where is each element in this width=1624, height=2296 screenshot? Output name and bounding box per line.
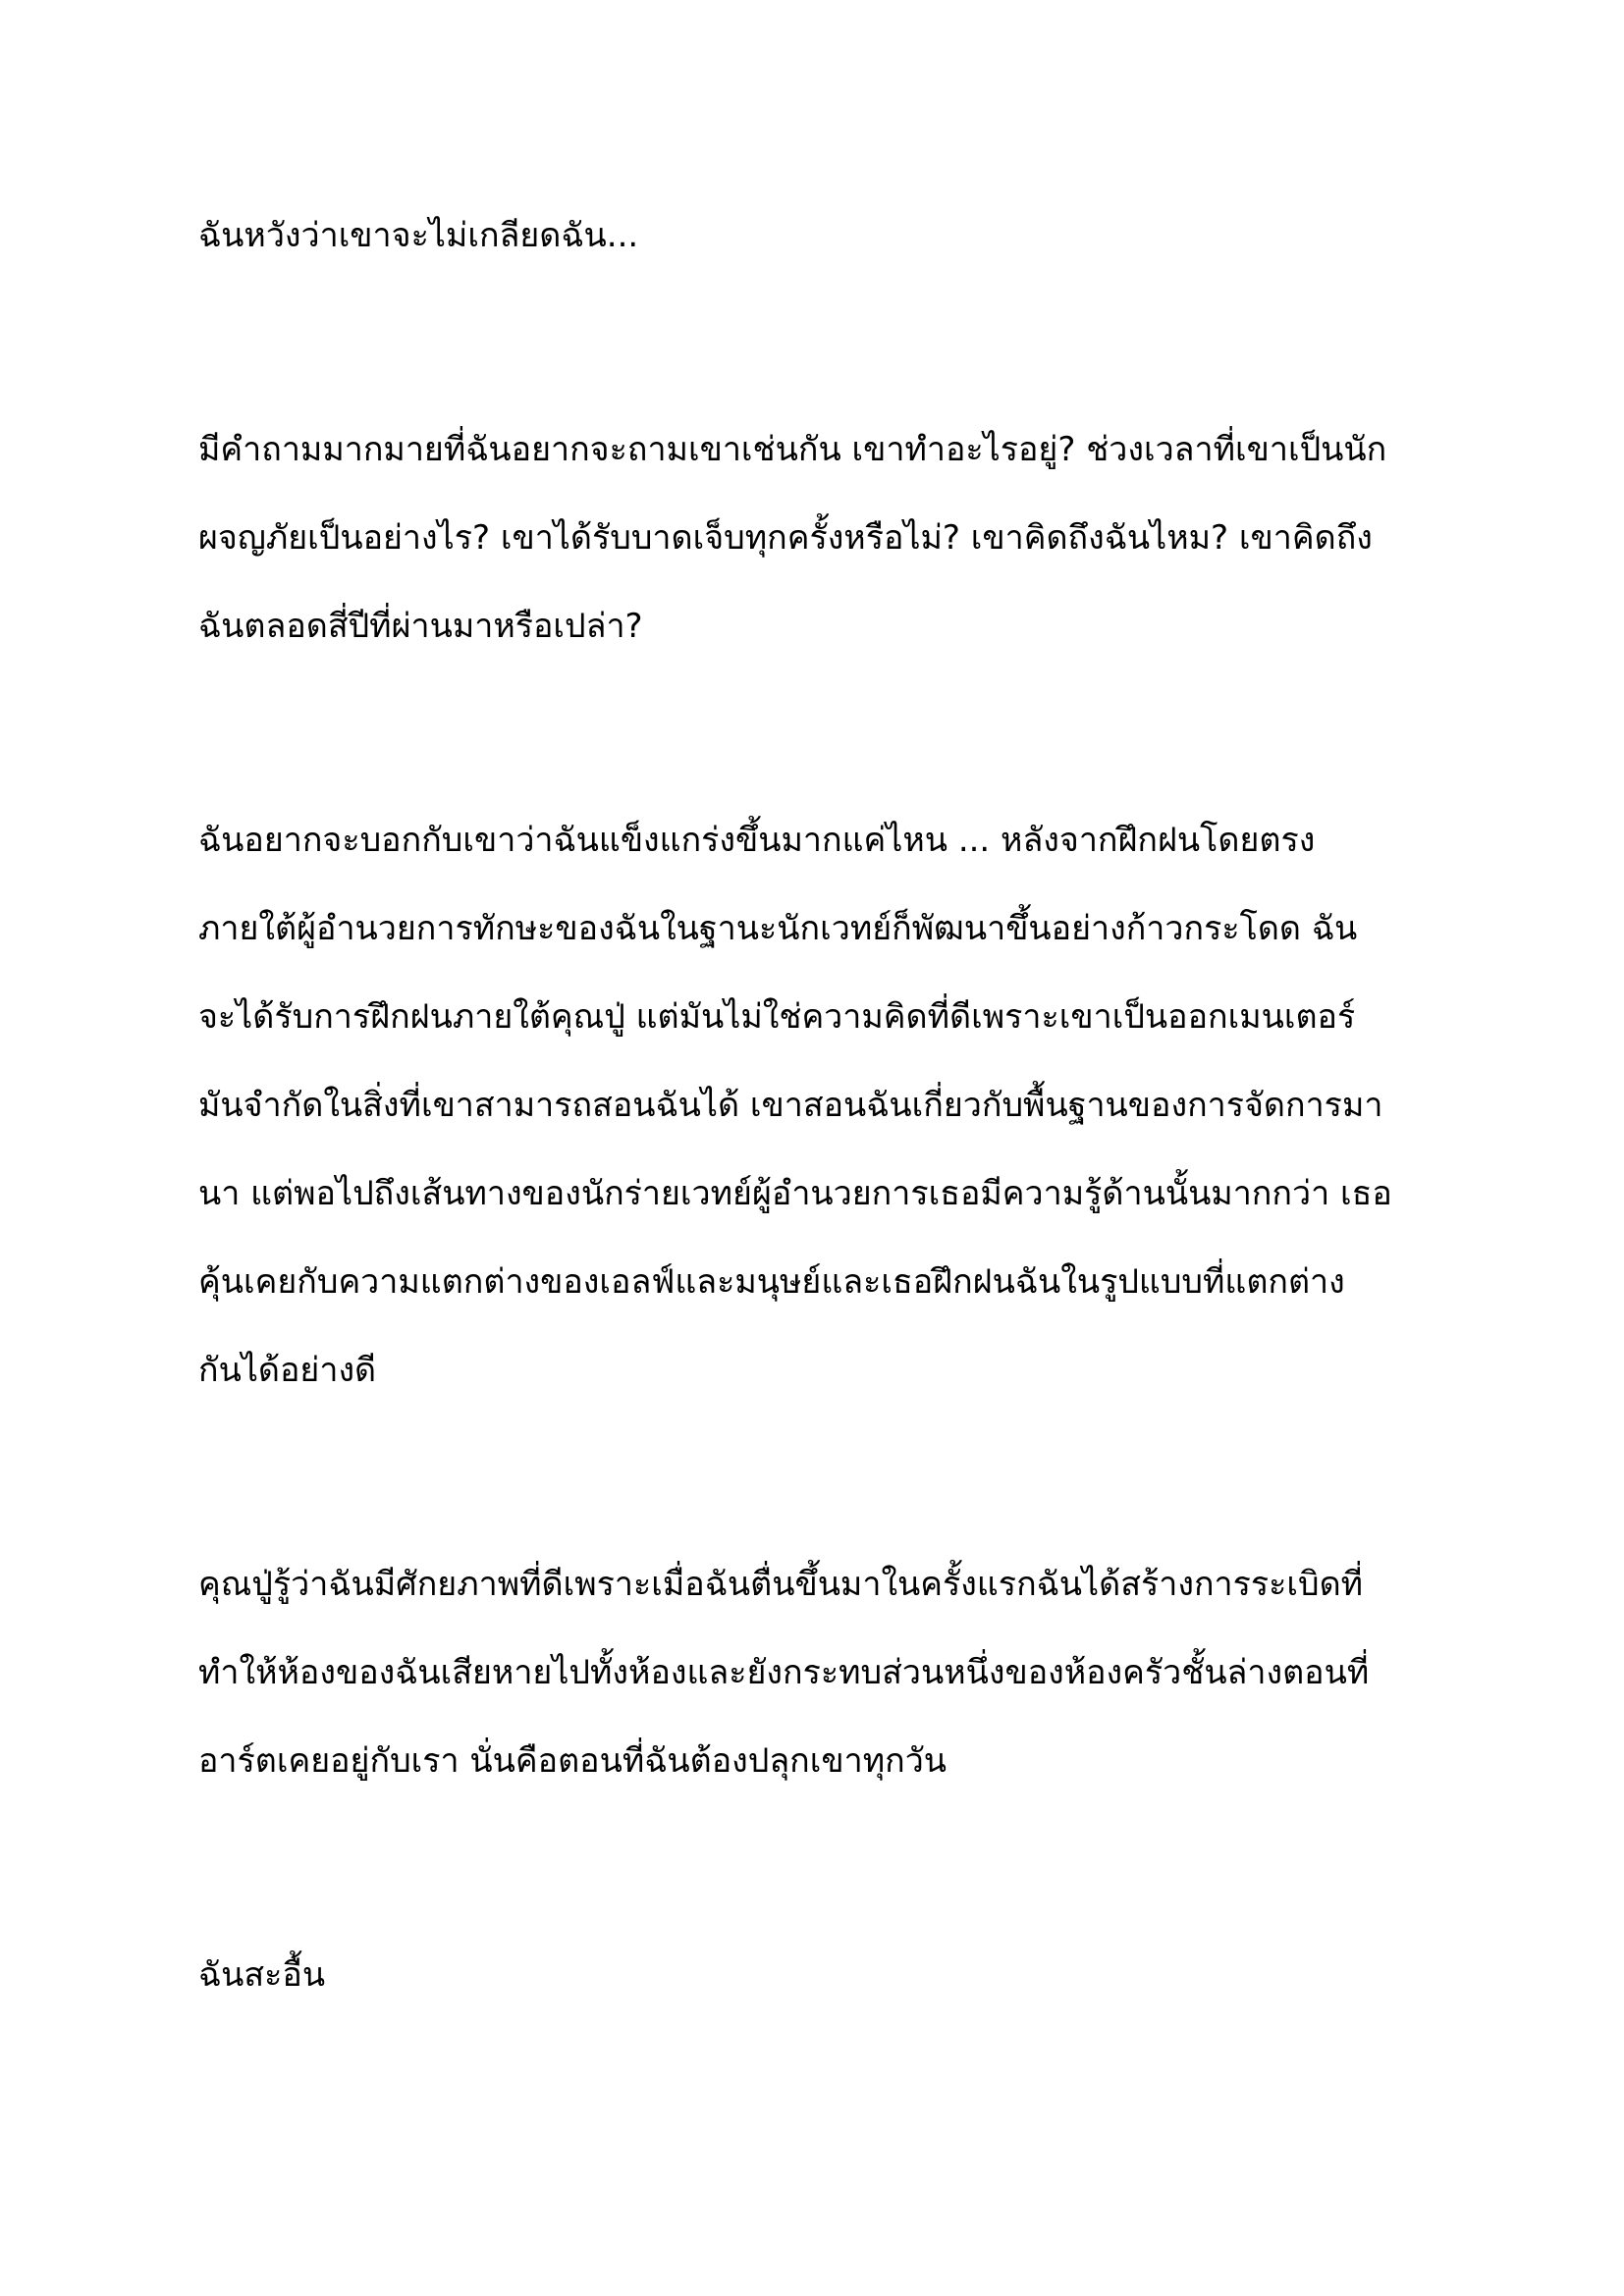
paragraph-3-line-1: ฉันอยากจะบอกกับเขาว่าฉันแข็งแกร่งขึ้นมากแค่ไหน ... หลังจากฝึกฝนโดยตรง (198, 821, 1316, 860)
paragraph-3-line-2: ภายใต้ผู้อำนวยการทักษะของฉันในฐานะนักเวทย์ก็พัฒนาขึ้นอย่างก้าวกระโดด ฉัน (198, 909, 1358, 948)
paragraph-4-line-2: ทำให้ห้องของฉันเสียหายไปทั้งห้องและยังกระทบส่วนหนึ่งของห้องครัวชั้นล่างตอนที่ (198, 1653, 1370, 1692)
paragraph-2-line-1: มีคำถามมากมายที่ฉันอยากจะถามเขาเช่นกัน เขาทำอะไรอยู่? ช่วงเวลาที่เขาเป็นนัก (198, 430, 1387, 469)
paragraph-3-line-3: จะได้รับการฝึกฝนภายใต้คุณปู่ แต่มันไม่ใช่ความคิดที่ดีเพราะเขาเป็นออกเมนเตอร์ (198, 997, 1356, 1037)
paragraph-2-line-2: ผจญภัยเป็นอย่างไร? เขาได้รับบาดเจ็บทุกครั้งหรือไม่? เขาคิดถึงฉันไหม? เขาคิดถึง (198, 518, 1373, 558)
paragraph-3-line-4: มันจำกัดในสิ่งที่เขาสามารถสอนฉันได้ เขาสอนฉันเกี่ยวกับพื้นฐานของการจัดการมา (198, 1086, 1383, 1125)
paragraph-1-line-1: ฉันหวังว่าเขาจะไม่เกลียดฉัน... (198, 216, 639, 255)
paragraph-5-line-1: ฉันสะอื้น (198, 1955, 326, 1995)
paragraph-3-line-6: คุ้นเคยกับความแตกต่างของเอลฟ์และมนุษย์และเธอฝึกฝนฉันในรูปแบบที่แตกต่าง (198, 1262, 1345, 1302)
paragraph-4-line-3: อาร์ตเคยอยู่กับเรา นั่นคือตอนที่ฉันต้องปลุกเขาทุกวัน (198, 1741, 947, 1781)
paragraph-3-line-5: นา แต่พอไปถึงเส้นทางของนักร่ายเวทย์ผู้อำนวยการเธอมีความรู้ด้านนั้นมากกว่า เธอ (198, 1174, 1392, 1213)
paragraph-3-line-7: กันได้อย่างดี (198, 1351, 377, 1390)
paragraph-4-line-1: คุณปู่รู้ว่าฉันมีศักยภาพที่ดีเพราะเมื่อฉันตื่นขึ้นมาในครั้งแรกฉันได้สร้างการระเบิดที่ (198, 1565, 1364, 1604)
paragraph-2-line-3: ฉันตลอดสี่ปีที่ผ่านมาหรือเปล่า? (198, 607, 643, 646)
